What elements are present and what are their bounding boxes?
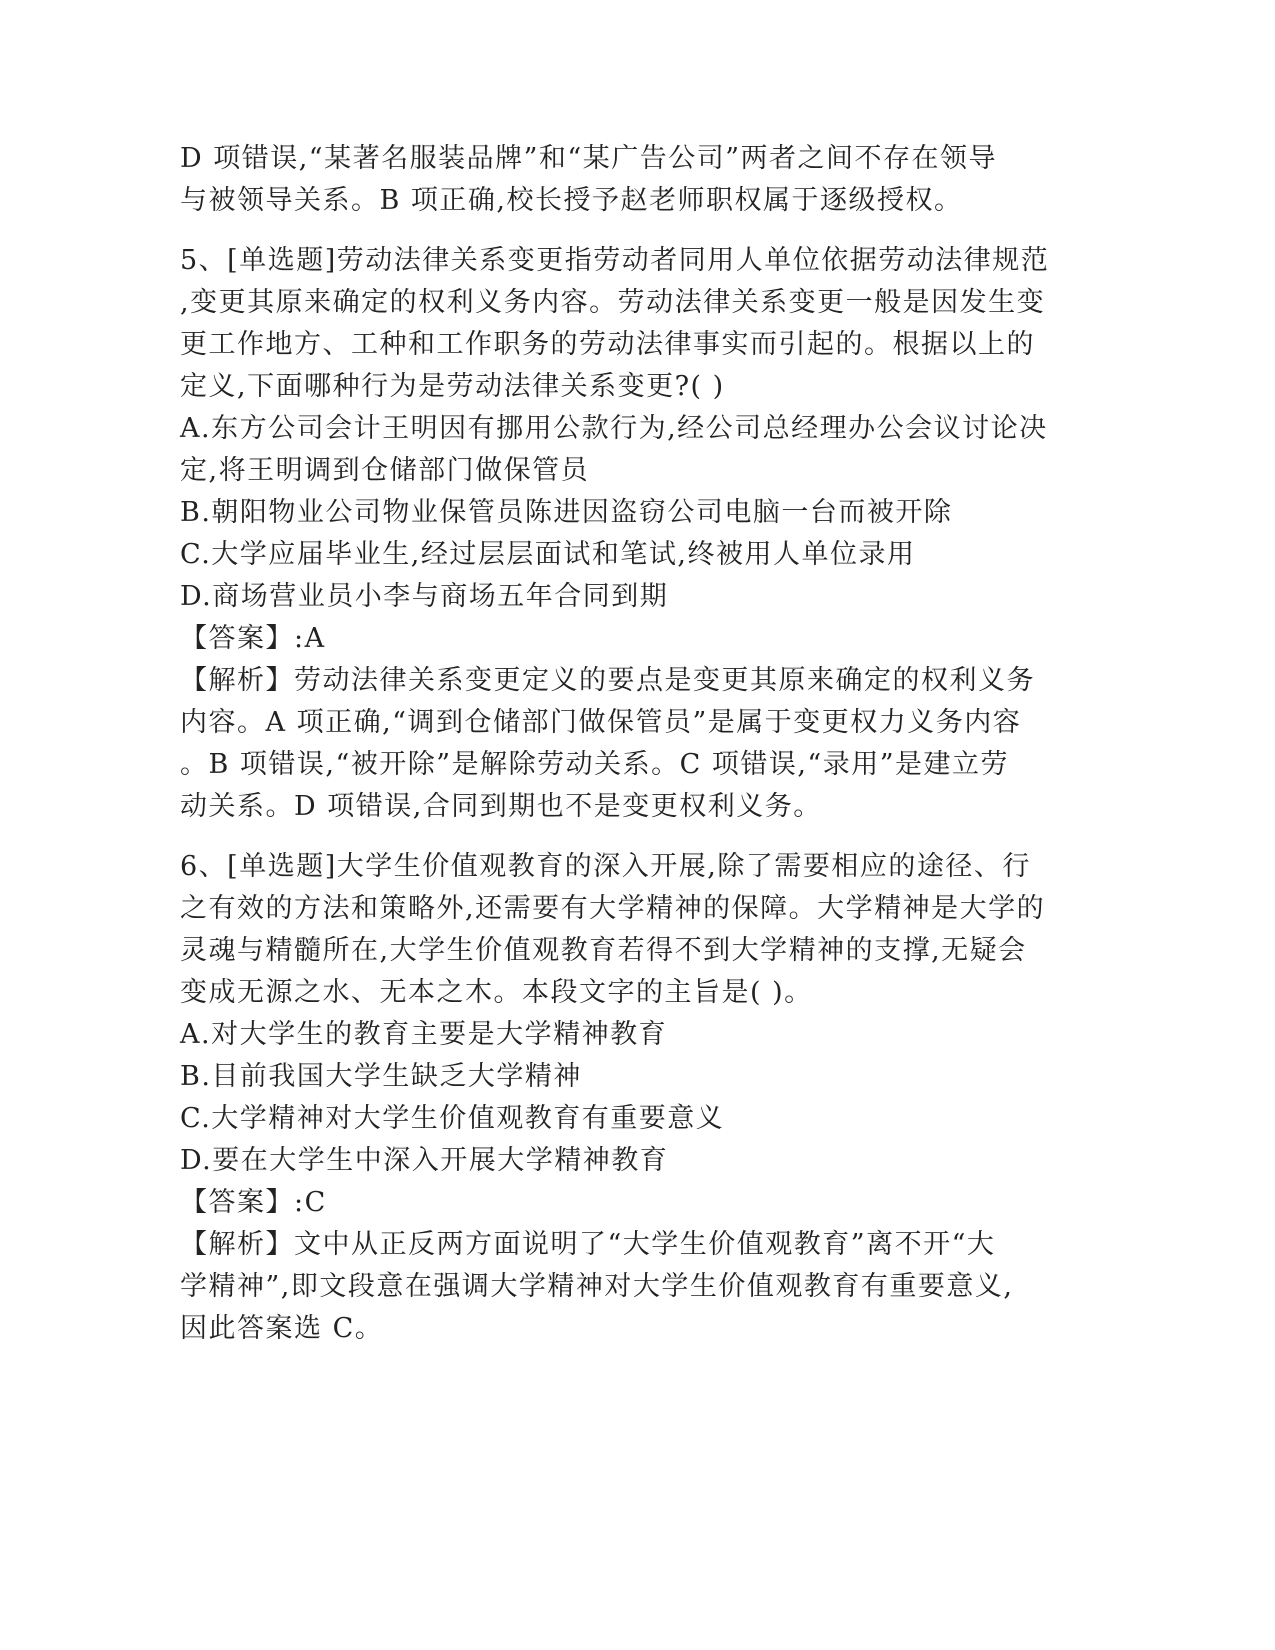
text-line: 定义,下面哪种行为是劳动法律关系变更?( ) [180, 371, 725, 402]
option-d: D.要在大学生中深入开展大学精神教育 [180, 1145, 669, 1176]
spacer [180, 828, 1060, 846]
option-a [180, 408, 1060, 492]
option-a: A.对大学生的教育主要是大学精神教育 [180, 1019, 668, 1050]
text-line: 【解析】文中从正反两方面说明了“大学生价值观教育”离不开“大 [180, 1229, 996, 1260]
text-line: 定,将王明调到仓储部门做保管员 [180, 455, 590, 486]
document-page [180, 138, 1060, 1350]
option-d: D.商场营业员小李与商场五年合同到期 [180, 581, 669, 612]
text-line: 动关系。D 项错误,合同到期也不是变更权利义务。 [180, 791, 822, 822]
option-c: C.大学应届毕业生,经过层层面试和笔试,终被用人单位录用 [180, 539, 916, 570]
question-stem [180, 846, 1060, 1014]
answer: 【答案】:C [180, 1187, 327, 1218]
text-line: 6、[单选题]大学生价值观教育的深入开展,除了需要相应的途径、行 [180, 851, 1031, 882]
text-line: 。B 项错误,“被开除”是解除劳动关系。C 项错误,“录用”是建立劳 [180, 749, 1010, 780]
option-b: B.目前我国大学生缺乏大学精神 [180, 1061, 582, 1092]
spacer [180, 222, 1060, 240]
text-line: 【解析】劳动法律关系变更定义的要点是变更其原来确定的权利义务 [180, 665, 1035, 696]
text-line: 与被领导关系。B 项正确,校长授予赵老师职权属于逐级授权。 [180, 185, 963, 216]
text-line: 变成无源之水、无本之木。本段文字的主旨是( )。 [180, 977, 813, 1008]
previous-explanation-tail [180, 138, 1060, 222]
text-line: 学精神”,即文段意在强调大学精神对大学生价值观教育有重要意义, [180, 1271, 1014, 1302]
text-line: 更工作地方、工种和工作职务的劳动法律事实而引起的。根据以上的 [180, 329, 1035, 360]
question-stem [180, 240, 1060, 408]
explanation [180, 1224, 1060, 1350]
text-line: ,变更其原来确定的权利义务内容。劳动法律关系变更一般是因发生变 [180, 287, 1046, 318]
text-line: A.东方公司会计王明因有挪用公款行为,经公司总经理办公会议讨论决 [180, 413, 1048, 444]
text-line: 灵魂与精髓所在,大学生价值观教育若得不到大学精神的支撑,无疑会 [180, 935, 1027, 966]
text-line: D 项错误,“某著名服装品牌”和“某广告公司”两者之间不存在领导 [180, 143, 998, 174]
text-line: 5、[单选题]劳动法律关系变更指劳动者同用人单位依据劳动法律规范 [180, 245, 1050, 276]
text-line: 内容。A 项正确,“调到仓储部门做保管员”是属于变更权力义务内容 [180, 707, 1022, 738]
text-line: 因此答案选 C。 [180, 1313, 384, 1344]
answer: 【答案】:A [180, 623, 326, 654]
text-line: 之有效的方法和策略外,还需要有大学精神的保障。大学精神是大学的 [180, 893, 1046, 924]
option-c: C.大学精神对大学生价值观教育有重要意义 [180, 1103, 725, 1134]
option-b: B.朝阳物业公司物业保管员陈进因盗窃公司电脑一台而被开除 [180, 497, 953, 528]
question-6 [180, 846, 1060, 1350]
question-5 [180, 240, 1060, 828]
explanation [180, 660, 1060, 828]
